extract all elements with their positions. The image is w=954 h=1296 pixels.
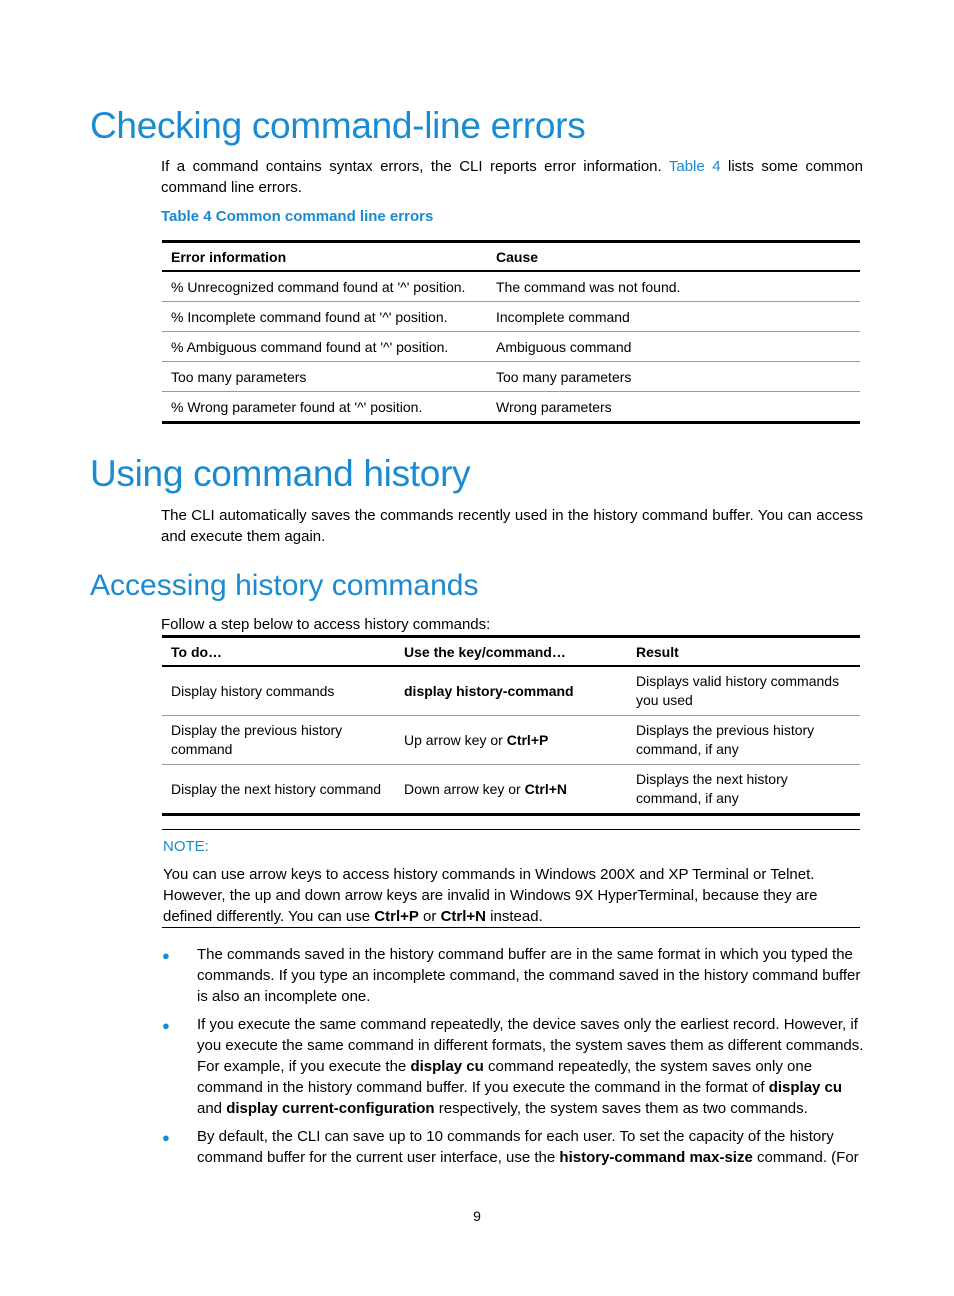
bullet-text: If you execute the same command repeatedly, the device saves only the earliest record. However, if you execute the same command in different formats, the system saves them as different commands. For example, if you execute the xyxy=(197,1016,864,1075)
table-row xyxy=(162,666,860,716)
bullet-icon: ● xyxy=(162,948,170,963)
list-item xyxy=(161,1014,869,1119)
bullet-icon: ● xyxy=(162,1018,170,1033)
todo-cell: Display the previous history command xyxy=(171,722,343,757)
note-body xyxy=(163,864,853,927)
list-item xyxy=(161,1126,869,1168)
error-cell: % Incomplete command found at '^' position. xyxy=(171,308,448,325)
section-intro-errors xyxy=(161,156,863,198)
key-command: display history-command xyxy=(404,682,574,699)
header-error-information: Error information xyxy=(171,248,287,265)
table-header-row xyxy=(162,637,860,667)
bullet-text: command. (For xyxy=(752,1149,859,1166)
todo-cell: Display history commands xyxy=(171,682,335,699)
note-bottom-rule xyxy=(162,927,860,928)
section-intro-history: The CLI automatically saves the commands recently used in the history command buffer. You can access and execute them again. xyxy=(161,507,863,545)
subsection-title-accessing-history: Accessing history commands xyxy=(90,569,479,602)
history-keys-table xyxy=(162,635,860,816)
bullet-text: command repeatedly, the system saves only one command in the history command buffer. If you execute the command in the format of xyxy=(197,1058,813,1096)
table-row xyxy=(162,302,860,332)
bullet-icon: ● xyxy=(162,1130,170,1145)
header-result: Result xyxy=(636,643,679,660)
table-4-link[interactable]: Table 4 xyxy=(668,158,721,175)
key-command: Ctrl+P xyxy=(506,731,549,748)
subsection-intro: Follow a step below to access history commands: xyxy=(161,616,491,633)
note-keyword: Ctrl+P xyxy=(374,908,419,925)
table-row xyxy=(162,362,860,392)
key-cell xyxy=(395,765,627,815)
key-cell xyxy=(395,666,627,716)
note-text: You can use arrow keys to access history commands in Windows 200X and XP Terminal or Telnet. However, the up and down arrow keys are invalid in Windows 9X HyperTerminal, because they are defined differently. You can use xyxy=(163,866,818,925)
bullet-list xyxy=(161,944,869,1175)
bullet-text: and xyxy=(197,1100,227,1117)
bullet-text: By default, the CLI can save up to 10 commands for each user. To set the capacity of the history command buffer for the current user interface, use the xyxy=(197,1128,834,1166)
bullet-keyword: history-command max-size xyxy=(559,1149,753,1166)
table-header-row xyxy=(162,242,860,272)
todo-cell: Display the next history command xyxy=(171,780,382,797)
bullet-text: respectively, the system saves them as two commands. xyxy=(434,1100,808,1117)
note-text: instead. xyxy=(486,908,543,925)
intro-text-after: lists some common command line errors. xyxy=(161,158,863,196)
table-row xyxy=(162,332,860,362)
bullet-keyword: display cu xyxy=(768,1079,843,1096)
key-cell xyxy=(395,716,627,765)
table-row xyxy=(162,765,860,815)
error-cell: % Wrong parameter found at '^' position. xyxy=(171,398,423,415)
note-top-rule xyxy=(162,829,860,830)
note-label: NOTE: xyxy=(163,838,209,855)
error-cell: % Unrecognized command found at '^' position. xyxy=(171,278,466,295)
cause-cell: Ambiguous command xyxy=(496,338,632,355)
key-text: Up arrow key or xyxy=(404,731,507,748)
table-row xyxy=(162,716,860,765)
list-item xyxy=(161,944,869,1007)
error-cell: % Ambiguous command found at '^' position. xyxy=(171,338,449,355)
table-row xyxy=(162,392,860,423)
section-title-command-history: Using command history xyxy=(90,453,471,494)
cause-cell: Wrong parameters xyxy=(496,398,612,415)
bullet-text: The commands saved in the history command buffer are in the same format in which you typed the commands. If you type an incomplete command, the command saved in the history command buffer is also an incomplete one. xyxy=(197,946,861,1005)
note-keyword: Ctrl+N xyxy=(440,908,487,925)
key-command: Ctrl+N xyxy=(524,780,567,797)
error-cell: Too many parameters xyxy=(171,368,307,385)
result-cell: Displays the next history command, if any xyxy=(636,771,788,806)
bullet-keyword: display cu xyxy=(410,1058,484,1075)
header-to-do: To do… xyxy=(171,643,223,660)
result-cell: Displays valid history commands you used xyxy=(636,673,840,708)
cause-cell: Too many parameters xyxy=(496,368,632,385)
note-text: or xyxy=(418,908,441,925)
section-title-checking-errors: Checking command-line errors xyxy=(90,105,586,146)
cause-cell: Incomplete command xyxy=(496,308,630,325)
errors-table xyxy=(162,240,860,424)
result-cell: Displays the previous history command, if any xyxy=(636,722,815,757)
table-row xyxy=(162,271,860,302)
intro-text-before: If a command contains syntax errors, the CLI reports error information. xyxy=(161,158,662,175)
header-key-command: Use the key/command… xyxy=(404,643,566,660)
key-text: Down arrow key or xyxy=(404,780,525,797)
header-cause: Cause xyxy=(496,248,539,265)
table-caption: Table 4 Common command line errors xyxy=(161,208,434,225)
page-number: 9 xyxy=(473,1208,481,1224)
cause-cell: The command was not found. xyxy=(496,278,681,295)
bullet-keyword: display current-configuration xyxy=(226,1100,435,1117)
